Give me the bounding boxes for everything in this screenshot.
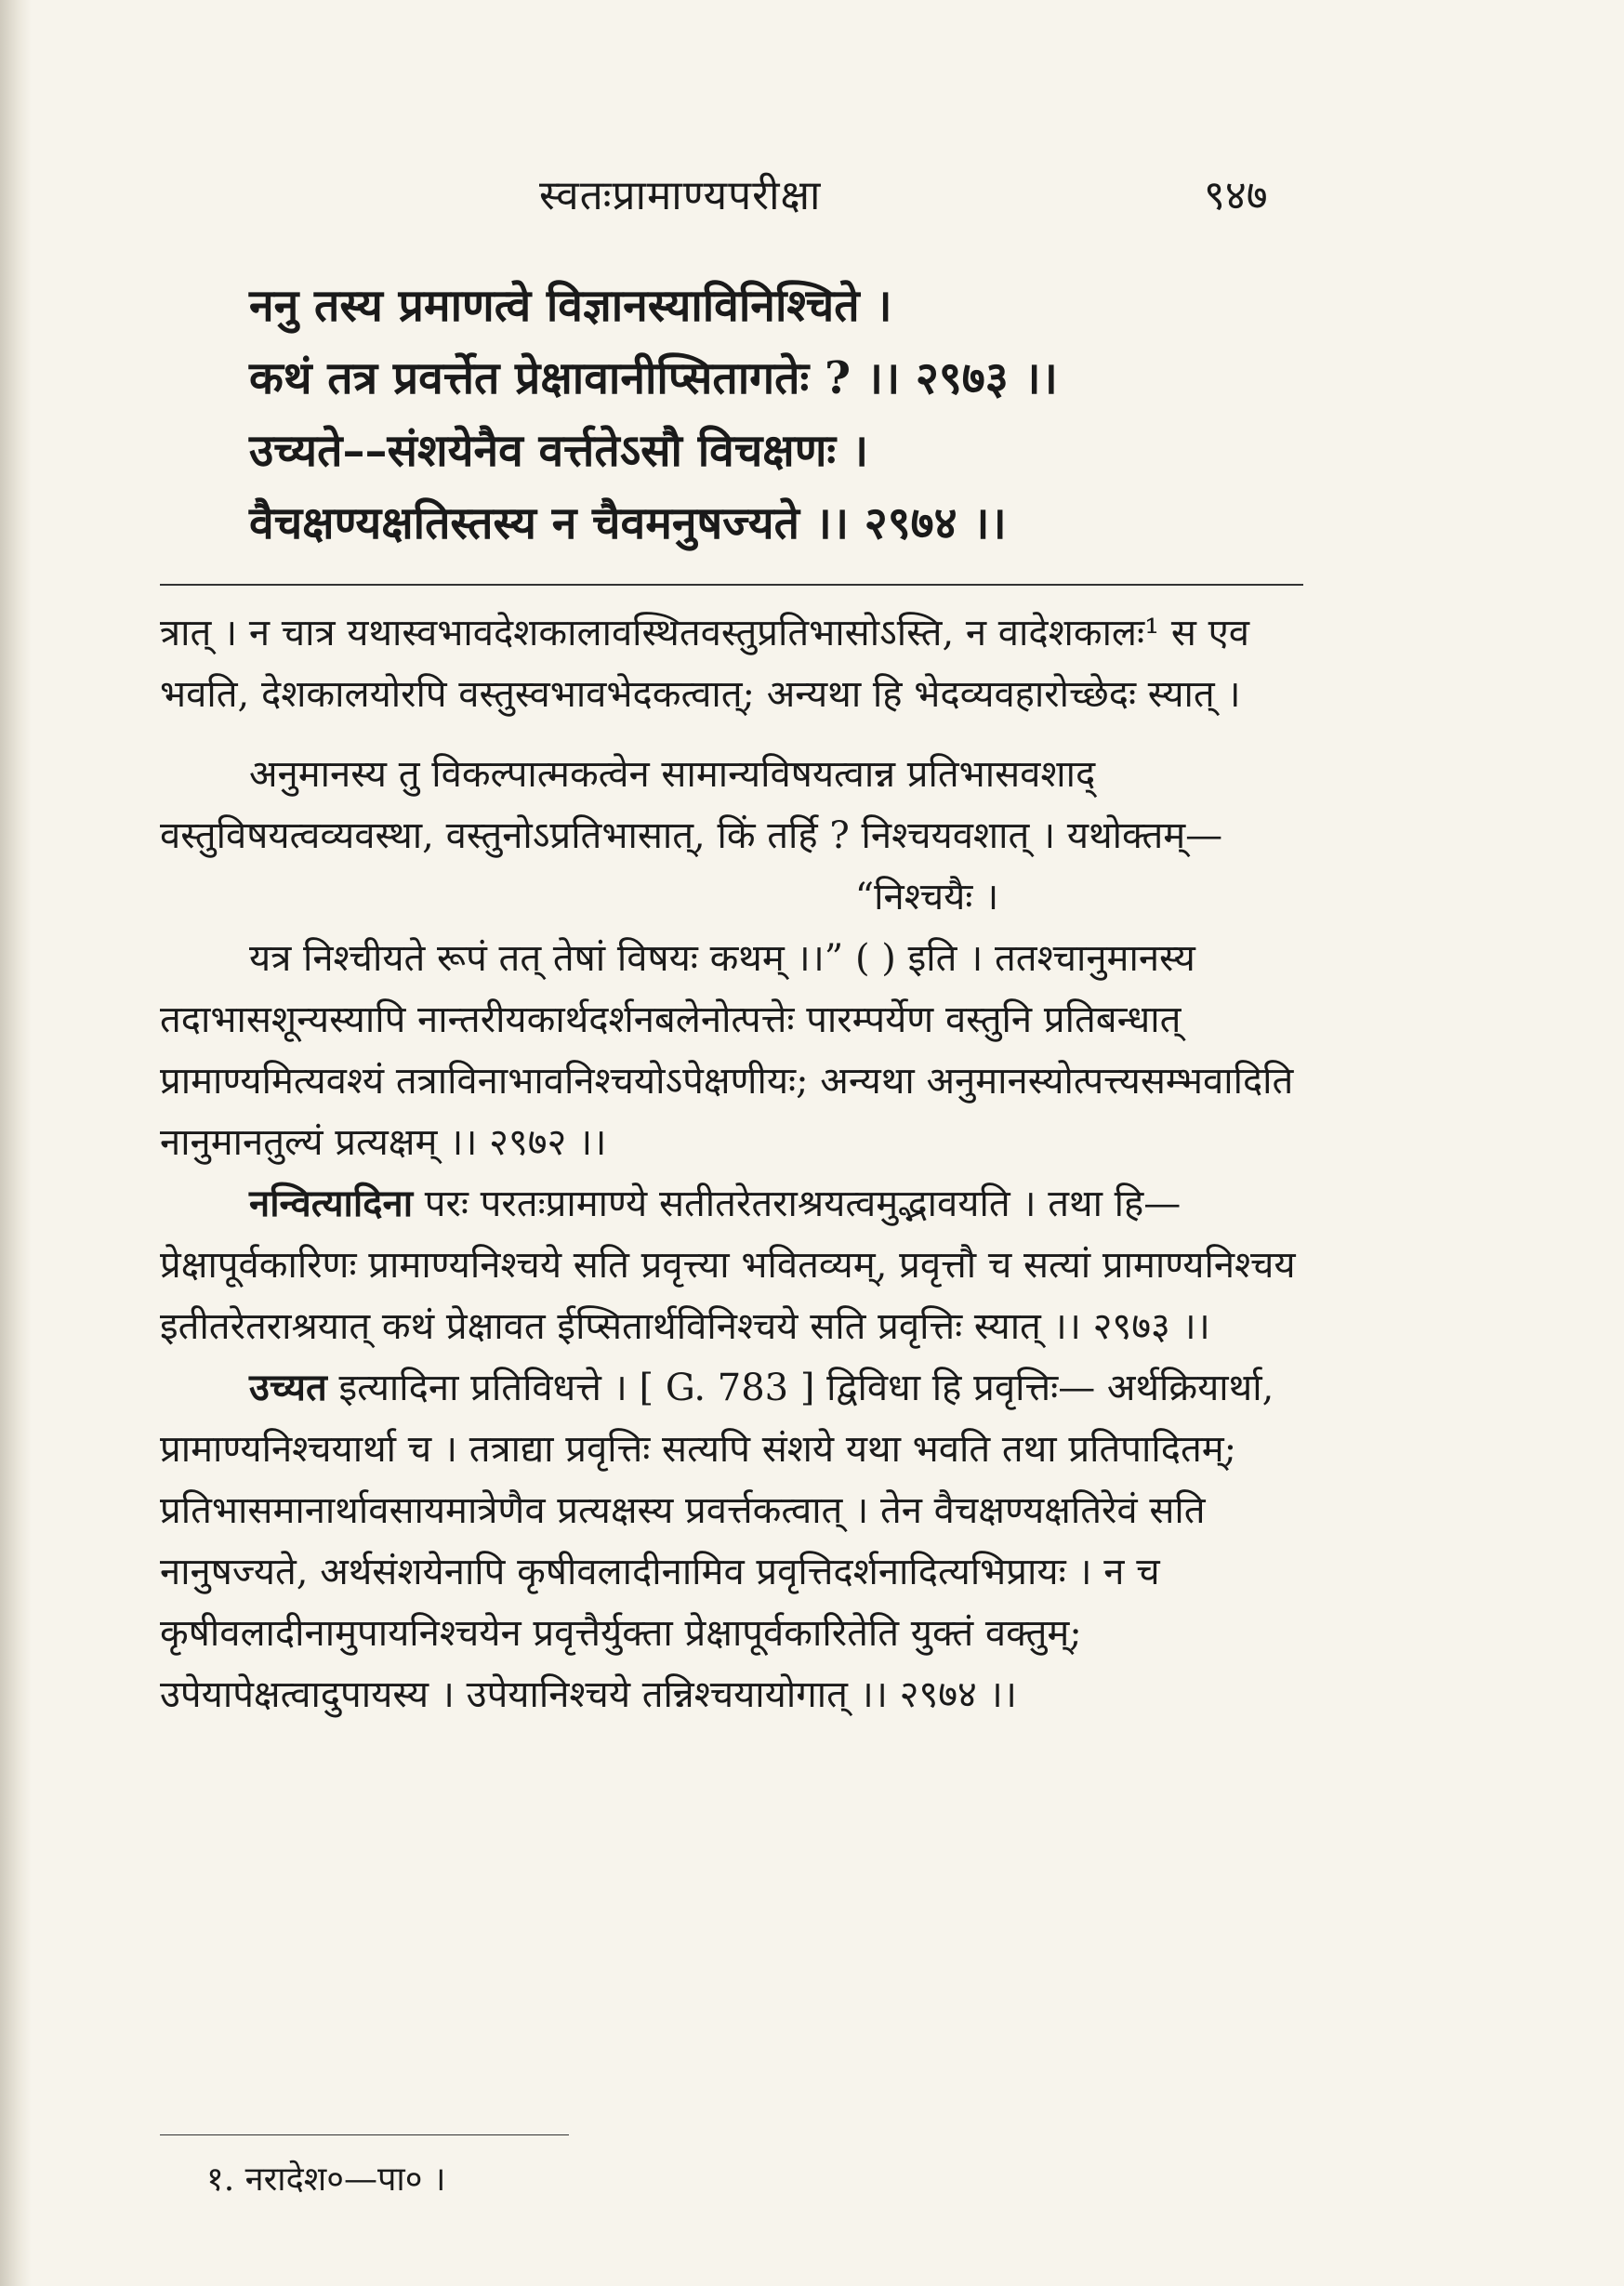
footnote: १. नरादेश०—पा० । — [206, 2160, 446, 2199]
pratika-term: उच्यत — [249, 1366, 327, 1409]
running-title: स्वतःप्रामाण्यपरीक्षा — [539, 172, 822, 219]
verse-block — [249, 270, 1281, 560]
verse-line: वैचक्षण्यक्षतिस्तस्य न चैवमनुषज्यते ।। २९७४ ।। — [249, 497, 1007, 549]
verse-divider — [160, 584, 1303, 586]
verse-line: ननु तस्य प्रमाणत्वे विज्ञानस्याविनिश्चिते । — [249, 280, 892, 332]
commentary-paragraph: त्रात् । न चात्र यथास्वभावदेशकालावस्थितवस्तुप्रतिभासोऽस्ति, न वादेशकालः¹ स एव भवति, देशकालयोरपि वस्तुस्वभावभेदकत्वात्; अन्यथा हि भेदव्यवहारोच्छेदः स्यात् । — [160, 612, 1249, 716]
commentary-paragraph: यत्र निश्चीयते रूपं तत् तेषां विषयः कथम् ।।” ( ) इति । ततश्चानुमानस्य तदाभासशून्यस्यापि नान्तरीयकार्थदर्शनबलेनोत्पत्तेः पारम्पर्येण वस्तुनि प्रतिबन्धात् प्रामाण्यमित्यवश्यं तत्राविनाभावनिश्चयोऽपेक्षणीयः; अन्यथा अनुमानस्योत्पत्त्यसम्भवादिति नानुमानतुल्यं प्रत्यक्षम् ।। २९७२ ।। — [160, 937, 1294, 1164]
commentary-text: इत्यादिना प्रतिविधत्ते । [ G. 783 ] द्विविधा हि प्रवृत्तिः— अर्थक्रियार्था, प्रामाण्यनिश्चयार्था च । तत्राद्या प्रवृत्तिः सत्यपि संशये यथा भवति तथा प्रतिपादितम्; प्रतिभासमानार्थावसायमात्रेणैव प्रत्यक्षस्य प्रवर्त्तकत्वात् । तेन वैचक्षण्यक्षतिरेवं सति नानुषज्यते, अर्थसंशयेनापि कृषीवलादीनामिव प्रवृत्तिदर्शनादित्यभिप्रायः । न च कृषीवलादीनामुपायनिश्चयेन प्रवृत्तैर्युक्ता प्रेक्षापूर्वकारितेति युक्तं वक्तुम्; उपेयापेक्षत्वादुपायस्य । उपेयानिश्चये तन्निश्चयायोगात् ।। २९७४ ।। — [160, 1367, 1274, 1716]
pratika-term: नन्वित्यादिना — [249, 1182, 414, 1225]
quotation: “निश्चयैः । — [854, 876, 999, 918]
page-number: ९४७ — [1204, 172, 1268, 219]
commentary-paragraph — [160, 1357, 1303, 1725]
verse-line: कथं तत्र प्रवर्त्तेत प्रेक्षावानीप्सितागतेः ? ।। २९७३ ।। — [249, 352, 1058, 404]
commentary-paragraph — [160, 1173, 1303, 1357]
commentary-paragraph: अनुमानस्य तु विकल्पात्मकत्वेन सामान्यविषयत्वान्न प्रतिभासवशाद् वस्तुविषयत्वव्यवस्था, वस्तुनोऽप्रतिभासात्, किं तर्हि ? निश्चयवशात् । यथोक्तम्— — [160, 753, 1223, 857]
commentary — [160, 602, 1303, 1725]
binding-edge — [0, 0, 32, 2286]
commentary-text: परः परतःप्रामाण्ये सतीतरेतराश्रयत्वमुद्भावयति । तथा हि—प्रेक्षापूर्वकारिणः प्रामाण्यनिश्चये सति प्रवृत्त्या भवितव्यम्, प्रवृत्तौ च सत्यां प्रामाण्यनिश्चय इतीतरेतराश्रयात् कथं प्रेक्षावत ईप्सितार्थविनिश्चये सति प्रवृत्तिः स्यात् ।। २९७३ ।। — [160, 1183, 1296, 1348]
footnote-divider — [160, 2134, 569, 2135]
verse-line: उच्यते––संशयेनैव वर्त्ततेऽसौ विचक्षणः । — [249, 425, 869, 477]
